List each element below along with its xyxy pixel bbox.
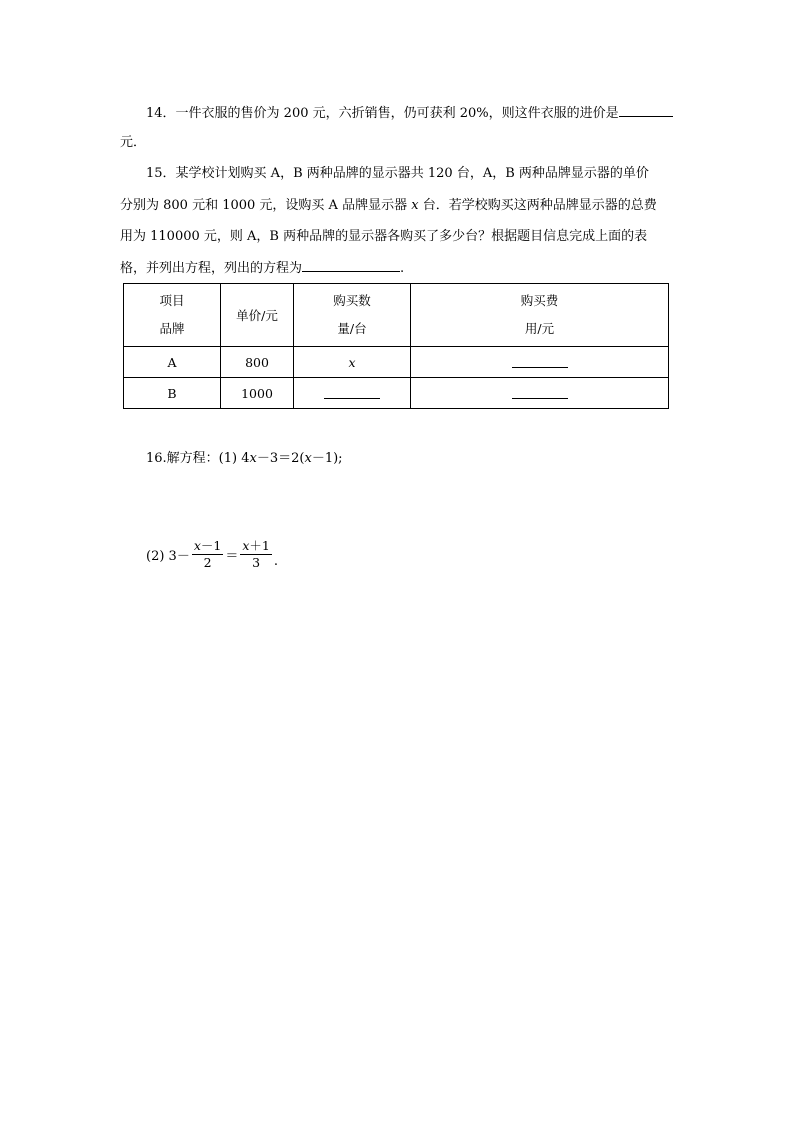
header-price: 单价/元: [221, 284, 294, 347]
equation-answer-blank[interactable]: [302, 257, 400, 272]
row-a-brand: A: [124, 347, 221, 378]
question-16-line1: [146, 448, 706, 470]
purchase-table: [123, 283, 669, 409]
table-header-row: [124, 284, 669, 347]
question-15-text-3: 用为 110000 元，则 A，B 两种品牌的显示器各购买了多少台？根据题目信息完成上面的表: [120, 229, 648, 244]
question-15-text-2b: 台．若学校购买这两种品牌显示器的总费: [418, 198, 657, 213]
row-a-cost: [411, 347, 669, 378]
row-b-price: 1000: [221, 378, 294, 409]
question-15-line1: [146, 163, 706, 185]
question-15-line4: [120, 257, 680, 280]
numerator-rest: －1: [200, 538, 222, 553]
equation-1-end: －1);: [311, 451, 343, 466]
fraction-1: [192, 538, 224, 571]
equation-2-end: .: [273, 554, 279, 569]
question-15-text-2a: 分别为 800 元和 1000 元，设购买 A 品牌显示器: [120, 198, 412, 213]
question-15-line3: [120, 226, 680, 248]
period: .: [400, 261, 405, 276]
question-15-text-4: 格，并列出方程，列出的方程为: [120, 261, 303, 276]
header-quantity-2: 量/台: [337, 321, 367, 336]
variable-x: x: [249, 451, 257, 466]
row-b-cost-blank[interactable]: [512, 384, 568, 399]
header-brand: 品牌: [159, 321, 185, 336]
row-a-cost-blank[interactable]: [512, 353, 568, 368]
equation-1-mid: －3＝2(: [256, 451, 305, 466]
question-14-answer-blank[interactable]: [619, 102, 673, 117]
variable-x: x: [304, 451, 312, 466]
header-quantity: [294, 284, 411, 347]
row-b-quantity-blank[interactable]: [324, 384, 380, 399]
row-a-quantity: x: [294, 347, 411, 378]
equation-2-prefix: (2) 3－: [146, 549, 190, 564]
table-row: [124, 347, 669, 378]
variable-x: x: [242, 538, 250, 553]
question-14-line2: [120, 132, 680, 154]
question-14-text: 14．一件衣服的售价为 200 元，六折销售，仍可获利 20%，则这件衣服的进价是: [146, 106, 619, 121]
equation-2: [146, 538, 278, 571]
question-16-label: 16.解方程：(1) 4: [146, 451, 250, 466]
header-item-brand: [124, 284, 221, 347]
question-15-text-1: 15．某学校计划购买 A，B 两种品牌的显示器共 120 台，A，B 两种品牌显示器的单价: [146, 166, 649, 181]
equals-sign: ＝: [225, 549, 239, 564]
header-quantity-1: 购买数: [333, 293, 371, 308]
fraction-1-denominator: 2: [203, 555, 212, 570]
variable-x: x: [193, 538, 201, 553]
fraction-2: [240, 538, 272, 571]
fraction-1-numerator: [192, 538, 224, 555]
table-row: [124, 378, 669, 409]
row-b-cost: [411, 378, 669, 409]
header-item: 项目: [159, 293, 185, 308]
row-b-quantity: [294, 378, 411, 409]
question-14-tail: 元．: [120, 135, 147, 150]
numerator-rest: ＋1: [249, 538, 270, 553]
variable-x: x: [411, 198, 419, 213]
fraction-2-numerator: [240, 538, 272, 555]
header-cost-2: 用/元: [524, 321, 555, 336]
row-b-brand: B: [124, 378, 221, 409]
fraction-2-denominator: 3: [252, 555, 261, 570]
header-cost: [411, 284, 669, 347]
row-a-price: 800: [221, 347, 294, 378]
question-14-line1: [146, 102, 706, 125]
header-cost-1: 购买费: [520, 293, 559, 308]
question-15-line2: [120, 195, 680, 217]
